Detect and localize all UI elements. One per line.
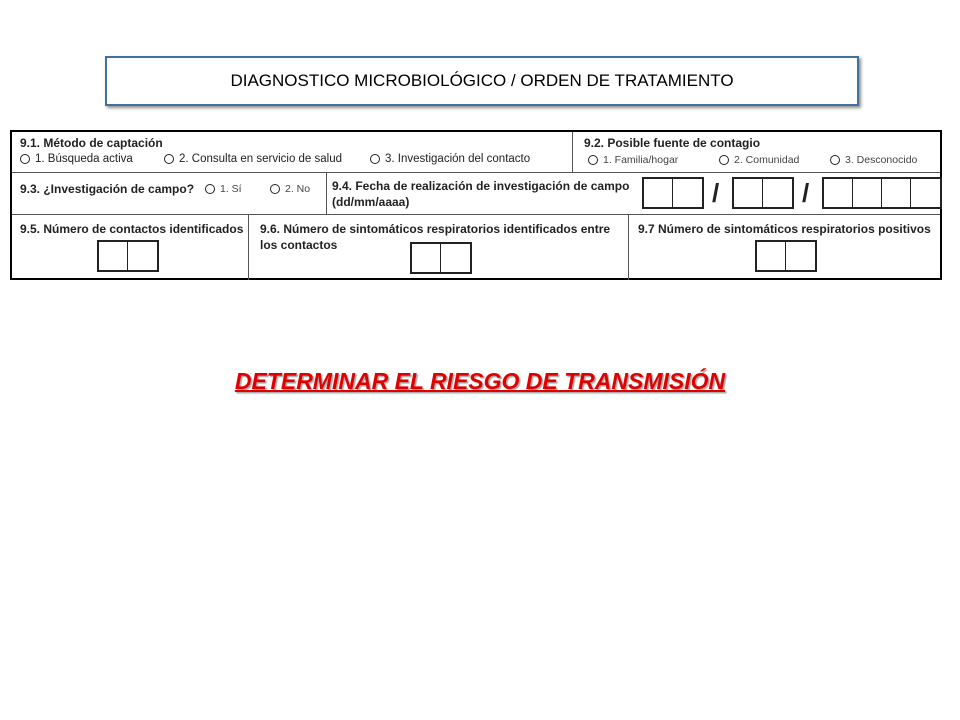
option-label: 3. Desconocido <box>845 154 918 166</box>
symptomatic-positive-label: 9.7 Número de sintomáticos respiratorios positivos <box>638 222 931 236</box>
date-month-input[interactable] <box>732 177 794 209</box>
contagion-source-option-unknown[interactable] <box>830 154 917 166</box>
radio-button[interactable] <box>830 155 840 165</box>
row-divider <box>12 214 940 215</box>
capture-method-option-contact-investigation[interactable] <box>370 153 530 165</box>
symptomatic-identified-label-cont: los contactos <box>260 238 338 252</box>
radio-button[interactable] <box>588 155 598 165</box>
radio-button[interactable] <box>370 154 380 164</box>
digit-box[interactable] <box>673 179 702 207</box>
transmission-risk-heading: DETERMINAR EL RIESGO DE TRANSMISIÓN <box>234 368 726 394</box>
field-investigation-option-yes[interactable] <box>205 183 242 195</box>
date-separator: / <box>712 178 720 208</box>
option-label: 1. Familia/hogar <box>603 154 679 166</box>
contacts-identified-label: 9.5. Número de contactos identificados <box>20 222 244 236</box>
column-divider <box>572 132 573 172</box>
symptomatic-identified-label: 9.6. Número de sintomáticos respiratorios identificados entre <box>260 222 611 236</box>
digit-box[interactable] <box>734 179 763 207</box>
digit-box[interactable] <box>911 179 940 207</box>
radio-button[interactable] <box>270 184 280 194</box>
digit-box[interactable] <box>99 242 128 270</box>
digit-box[interactable] <box>757 242 786 270</box>
column-divider <box>628 214 629 280</box>
date-separator: / <box>802 178 810 208</box>
option-label: 1. Búsqueda activa <box>35 153 133 165</box>
date-format-label: (dd/mm/aaaa) <box>332 195 410 209</box>
option-label: 2. No <box>285 183 311 195</box>
option-label: 3. Investigación del contacto <box>385 153 531 165</box>
digit-box[interactable] <box>128 242 157 270</box>
digit-box[interactable] <box>412 244 441 272</box>
slide-title: DIAGNOSTICO MICROBIOLÓGICO / ORDEN DE TRATAMIENTO <box>230 71 734 90</box>
radio-button[interactable] <box>20 154 30 164</box>
date-day-input[interactable] <box>642 177 704 209</box>
contact-investigation-form <box>10 130 942 280</box>
field-investigation-label: 9.3. ¿Investigación de campo? <box>20 182 195 196</box>
contagion-source-option-family[interactable] <box>588 154 678 166</box>
row-divider <box>12 172 940 173</box>
digit-box[interactable] <box>853 179 882 207</box>
digit-box[interactable] <box>786 242 815 270</box>
column-divider <box>248 214 249 280</box>
digit-box[interactable] <box>763 179 792 207</box>
field-investigation-option-no[interactable] <box>270 183 310 195</box>
symptomatic-identified-input[interactable] <box>410 242 472 274</box>
capture-method-option-active-search[interactable] <box>20 153 133 165</box>
digit-box[interactable] <box>441 244 470 272</box>
column-divider <box>326 172 327 214</box>
capture-method-label: 9.1. Método de captación <box>20 136 163 150</box>
capture-method-option-health-service[interactable] <box>164 153 342 165</box>
contagion-source-option-community[interactable] <box>719 154 799 166</box>
option-label: 2. Comunidad <box>734 154 800 166</box>
radio-button[interactable] <box>164 154 174 164</box>
symptomatic-positive-input[interactable] <box>755 240 817 272</box>
date-year-input[interactable] <box>822 177 942 209</box>
radio-button[interactable] <box>719 155 729 165</box>
option-label: 2. Consulta en servicio de salud <box>179 153 343 165</box>
radio-button[interactable] <box>205 184 215 194</box>
digit-box[interactable] <box>824 179 853 207</box>
digit-box[interactable] <box>644 179 673 207</box>
digit-box[interactable] <box>882 179 911 207</box>
field-investigation-date-label: 9.4. Fecha de realización de investigación de campo <box>332 179 630 193</box>
option-label: 1. Sí <box>220 183 242 195</box>
contagion-source-label: 9.2. Posible fuente de contagio <box>584 136 761 150</box>
contacts-identified-input[interactable] <box>97 240 159 272</box>
slide-title-box <box>105 56 859 106</box>
